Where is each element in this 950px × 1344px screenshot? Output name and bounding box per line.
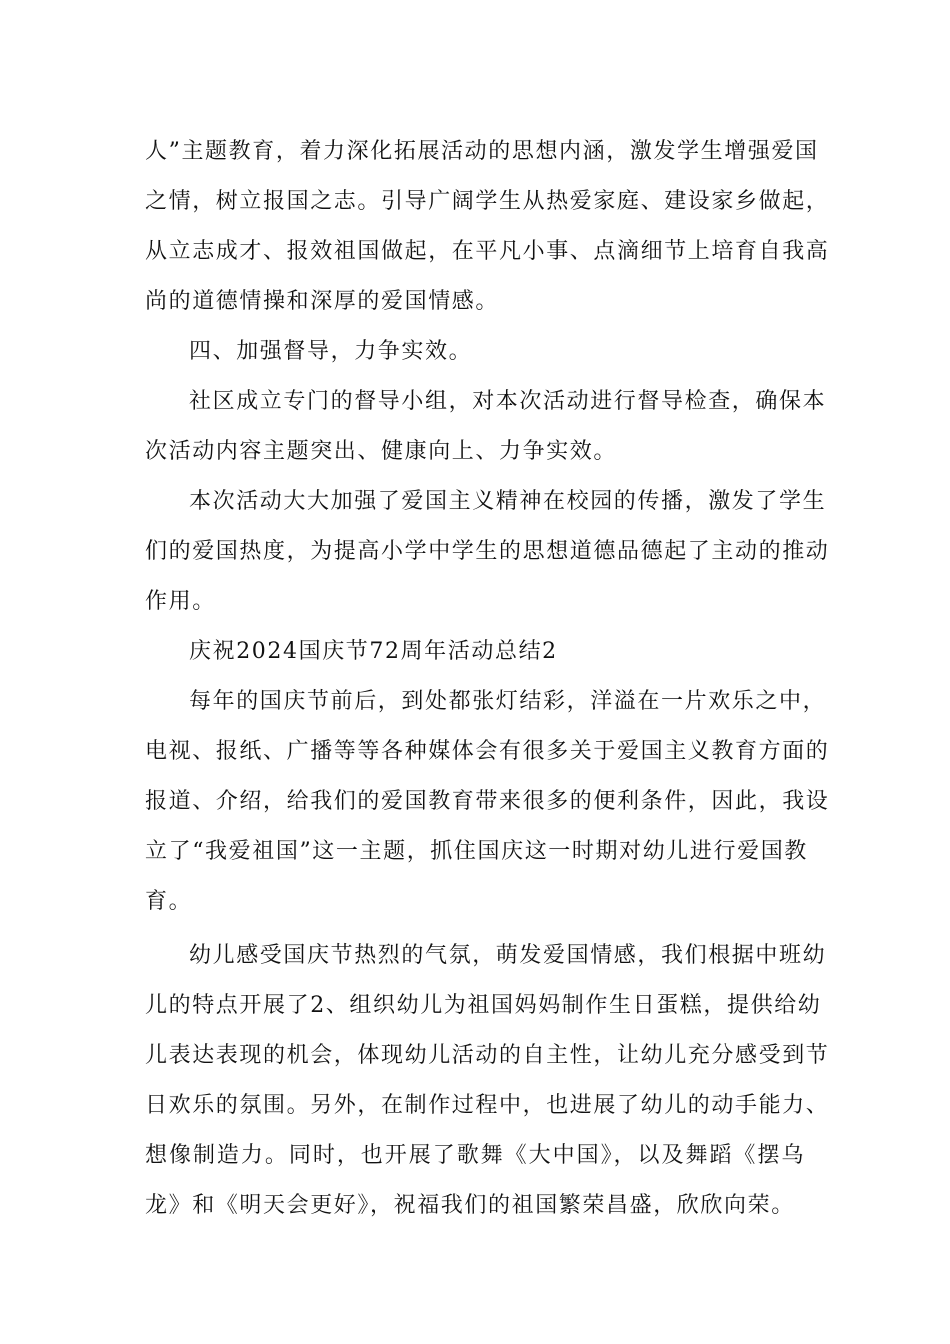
paragraph-theme-education bbox=[145, 127, 830, 327]
text-line: 社区成立专门的督导小组，对本次活动进行督导检查，确保本 bbox=[189, 389, 827, 414]
text-line: 从立志成才、报效祖国做起，在平凡小事、点滴细节上培育自我高 bbox=[145, 239, 830, 264]
text-line: 庆祝2024国庆节72周年活动总结2 bbox=[189, 639, 558, 664]
section-heading-supervision bbox=[145, 327, 805, 377]
text-line: 尚的道德情操和深厚的爱国情感。 bbox=[145, 289, 500, 314]
text-line: 日欢乐的氛围。另外，在制作过程中，也进展了幼儿的动手能力、 bbox=[145, 1093, 830, 1118]
text-line: 立了“我爱祖国”这一主题，抓住国庆这一时期对幼儿进行爱国教 bbox=[145, 839, 808, 864]
text-line: 次活动内容主题突出、健康向上、力争实效。 bbox=[145, 439, 618, 464]
text-line: 育。 bbox=[145, 889, 193, 914]
text-line: 本次活动大大加强了爱国主义精神在校园的传播，激发了学生 bbox=[189, 489, 827, 514]
text-line: 每年的国庆节前后，到处都张灯结彩，洋溢在一片欢乐之中， bbox=[189, 689, 827, 714]
section-title-summary-2 bbox=[145, 627, 805, 677]
text-line: 电视、报纸、广播等等各种媒体会有很多关于爱国主义教育方面的 bbox=[145, 739, 830, 764]
paragraph-children-activities bbox=[145, 931, 830, 1231]
text-line: 四、加强督导，力争实效。 bbox=[189, 339, 473, 364]
text-line: 龙》和《明天会更好》，祝福我们的祖国繁荣昌盛，欣欣向荣。 bbox=[145, 1193, 795, 1218]
paragraph-activity-effect bbox=[145, 477, 830, 627]
paragraph-national-day bbox=[145, 677, 830, 927]
text-line: 之情，树立报国之志。引导广阔学生从热爱家庭、建设家乡做起， bbox=[145, 189, 830, 214]
text-line: 想像制造力。同时，也开展了歌舞《大中国》，以及舞蹈《摆乌 bbox=[145, 1143, 805, 1168]
paragraph-supervision-team bbox=[145, 377, 827, 477]
text-line: 人”主题教育，着力深化拓展活动的思想内涵，激发学生增强爱国 bbox=[145, 139, 819, 164]
text-line: 报道、介绍，给我们的爱国教育带来很多的便利条件，因此，我设 bbox=[145, 789, 830, 814]
text-line: 儿的特点开展了2、组织幼儿为祖国妈妈制作生日蛋糕，提供给幼 bbox=[145, 993, 822, 1018]
text-line: 幼儿感受国庆节热烈的气氛，萌发爱国情感，我们根据中班幼 bbox=[189, 943, 827, 968]
text-line: 作用。 bbox=[145, 589, 216, 614]
document-body bbox=[145, 127, 830, 1231]
text-line: 们的爱国热度，为提高小学中学生的思想道德品德起了主动的推动 bbox=[145, 539, 830, 564]
text-line: 儿表达表现的机会，体现幼儿活动的自主性，让幼儿充分感受到节 bbox=[145, 1043, 830, 1068]
